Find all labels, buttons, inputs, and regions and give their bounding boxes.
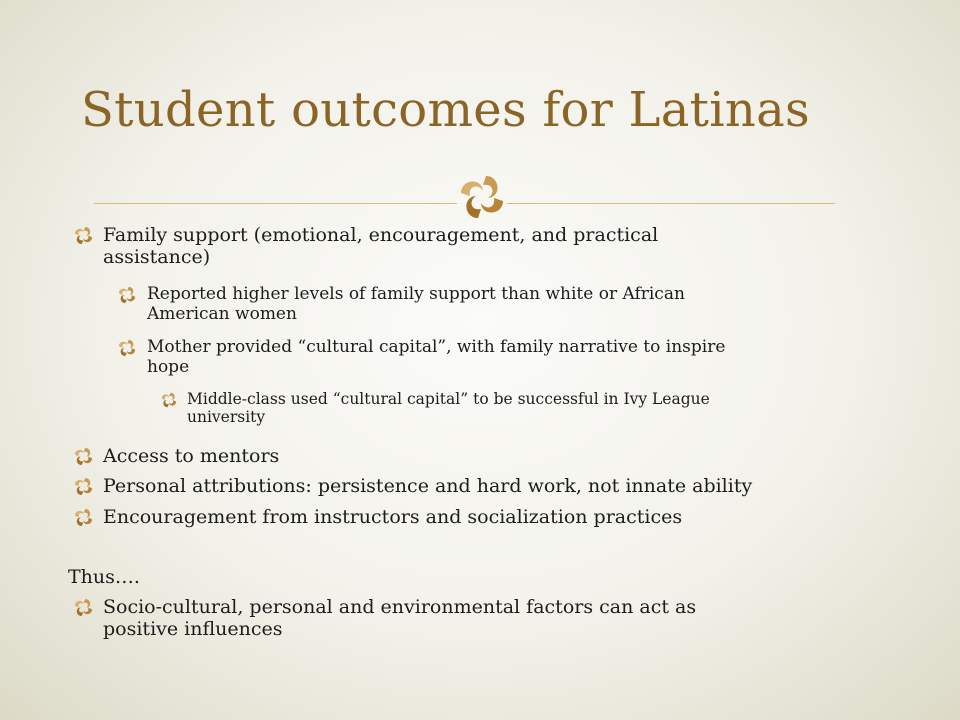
title-divider-right	[507, 203, 835, 204]
bullet-item-level-1	[103, 445, 279, 467]
bullet-text-line: American women	[147, 304, 297, 324]
bullet-item-level-1	[103, 224, 658, 268]
bullet-text-line: hope	[147, 357, 190, 377]
bullet-text-line: Reported higher levels of family support than white or African	[147, 284, 685, 304]
bullet-text-line: Mother provided “cultural capital”, with family narrative to inspire	[147, 337, 726, 357]
quad-ornament-icon	[459, 174, 505, 220]
bullet-item-level-3	[187, 390, 710, 426]
bullet-text-line: university	[187, 408, 266, 426]
plain-paragraph	[68, 566, 140, 588]
quad-bullet-icon	[74, 508, 93, 527]
bullet-text-line: positive influences	[103, 618, 283, 640]
bullet-item-level-2	[147, 284, 685, 324]
bullet-text-line: Personal attributions: persistence and hard work, not innate ability	[103, 475, 753, 497]
bullet-text-line: Middle-class used “cultural capital” to be successful in Ivy League	[187, 390, 710, 408]
bullet-text-line: assistance)	[103, 246, 211, 268]
quad-bullet-icon	[161, 392, 177, 408]
quad-bullet-icon	[118, 339, 136, 357]
bullet-item-level-1	[103, 596, 696, 640]
quad-bullet-icon	[74, 226, 93, 245]
bullet-text-line: Thus….	[68, 566, 140, 588]
bullet-text-line: Socio-cultural, personal and environmental factors can act as	[103, 596, 697, 618]
bullet-text-line: Family support (emotional, encouragement, and practical	[103, 224, 659, 246]
bullet-text-line: Encouragement from instructors and socialization practices	[103, 506, 683, 528]
quad-bullet-icon	[74, 477, 93, 496]
slide-title: Student outcomes for Latinas	[81, 82, 810, 138]
bullet-item-level-2	[147, 337, 725, 377]
quad-bullet-icon	[74, 447, 93, 466]
bullet-item-level-1	[103, 506, 682, 528]
quad-bullet-icon	[118, 286, 136, 304]
bullet-item-level-1	[103, 475, 752, 497]
title-divider-left	[94, 203, 457, 204]
bullet-text-line: Access to mentors	[103, 445, 280, 467]
quad-bullet-icon	[74, 598, 93, 617]
